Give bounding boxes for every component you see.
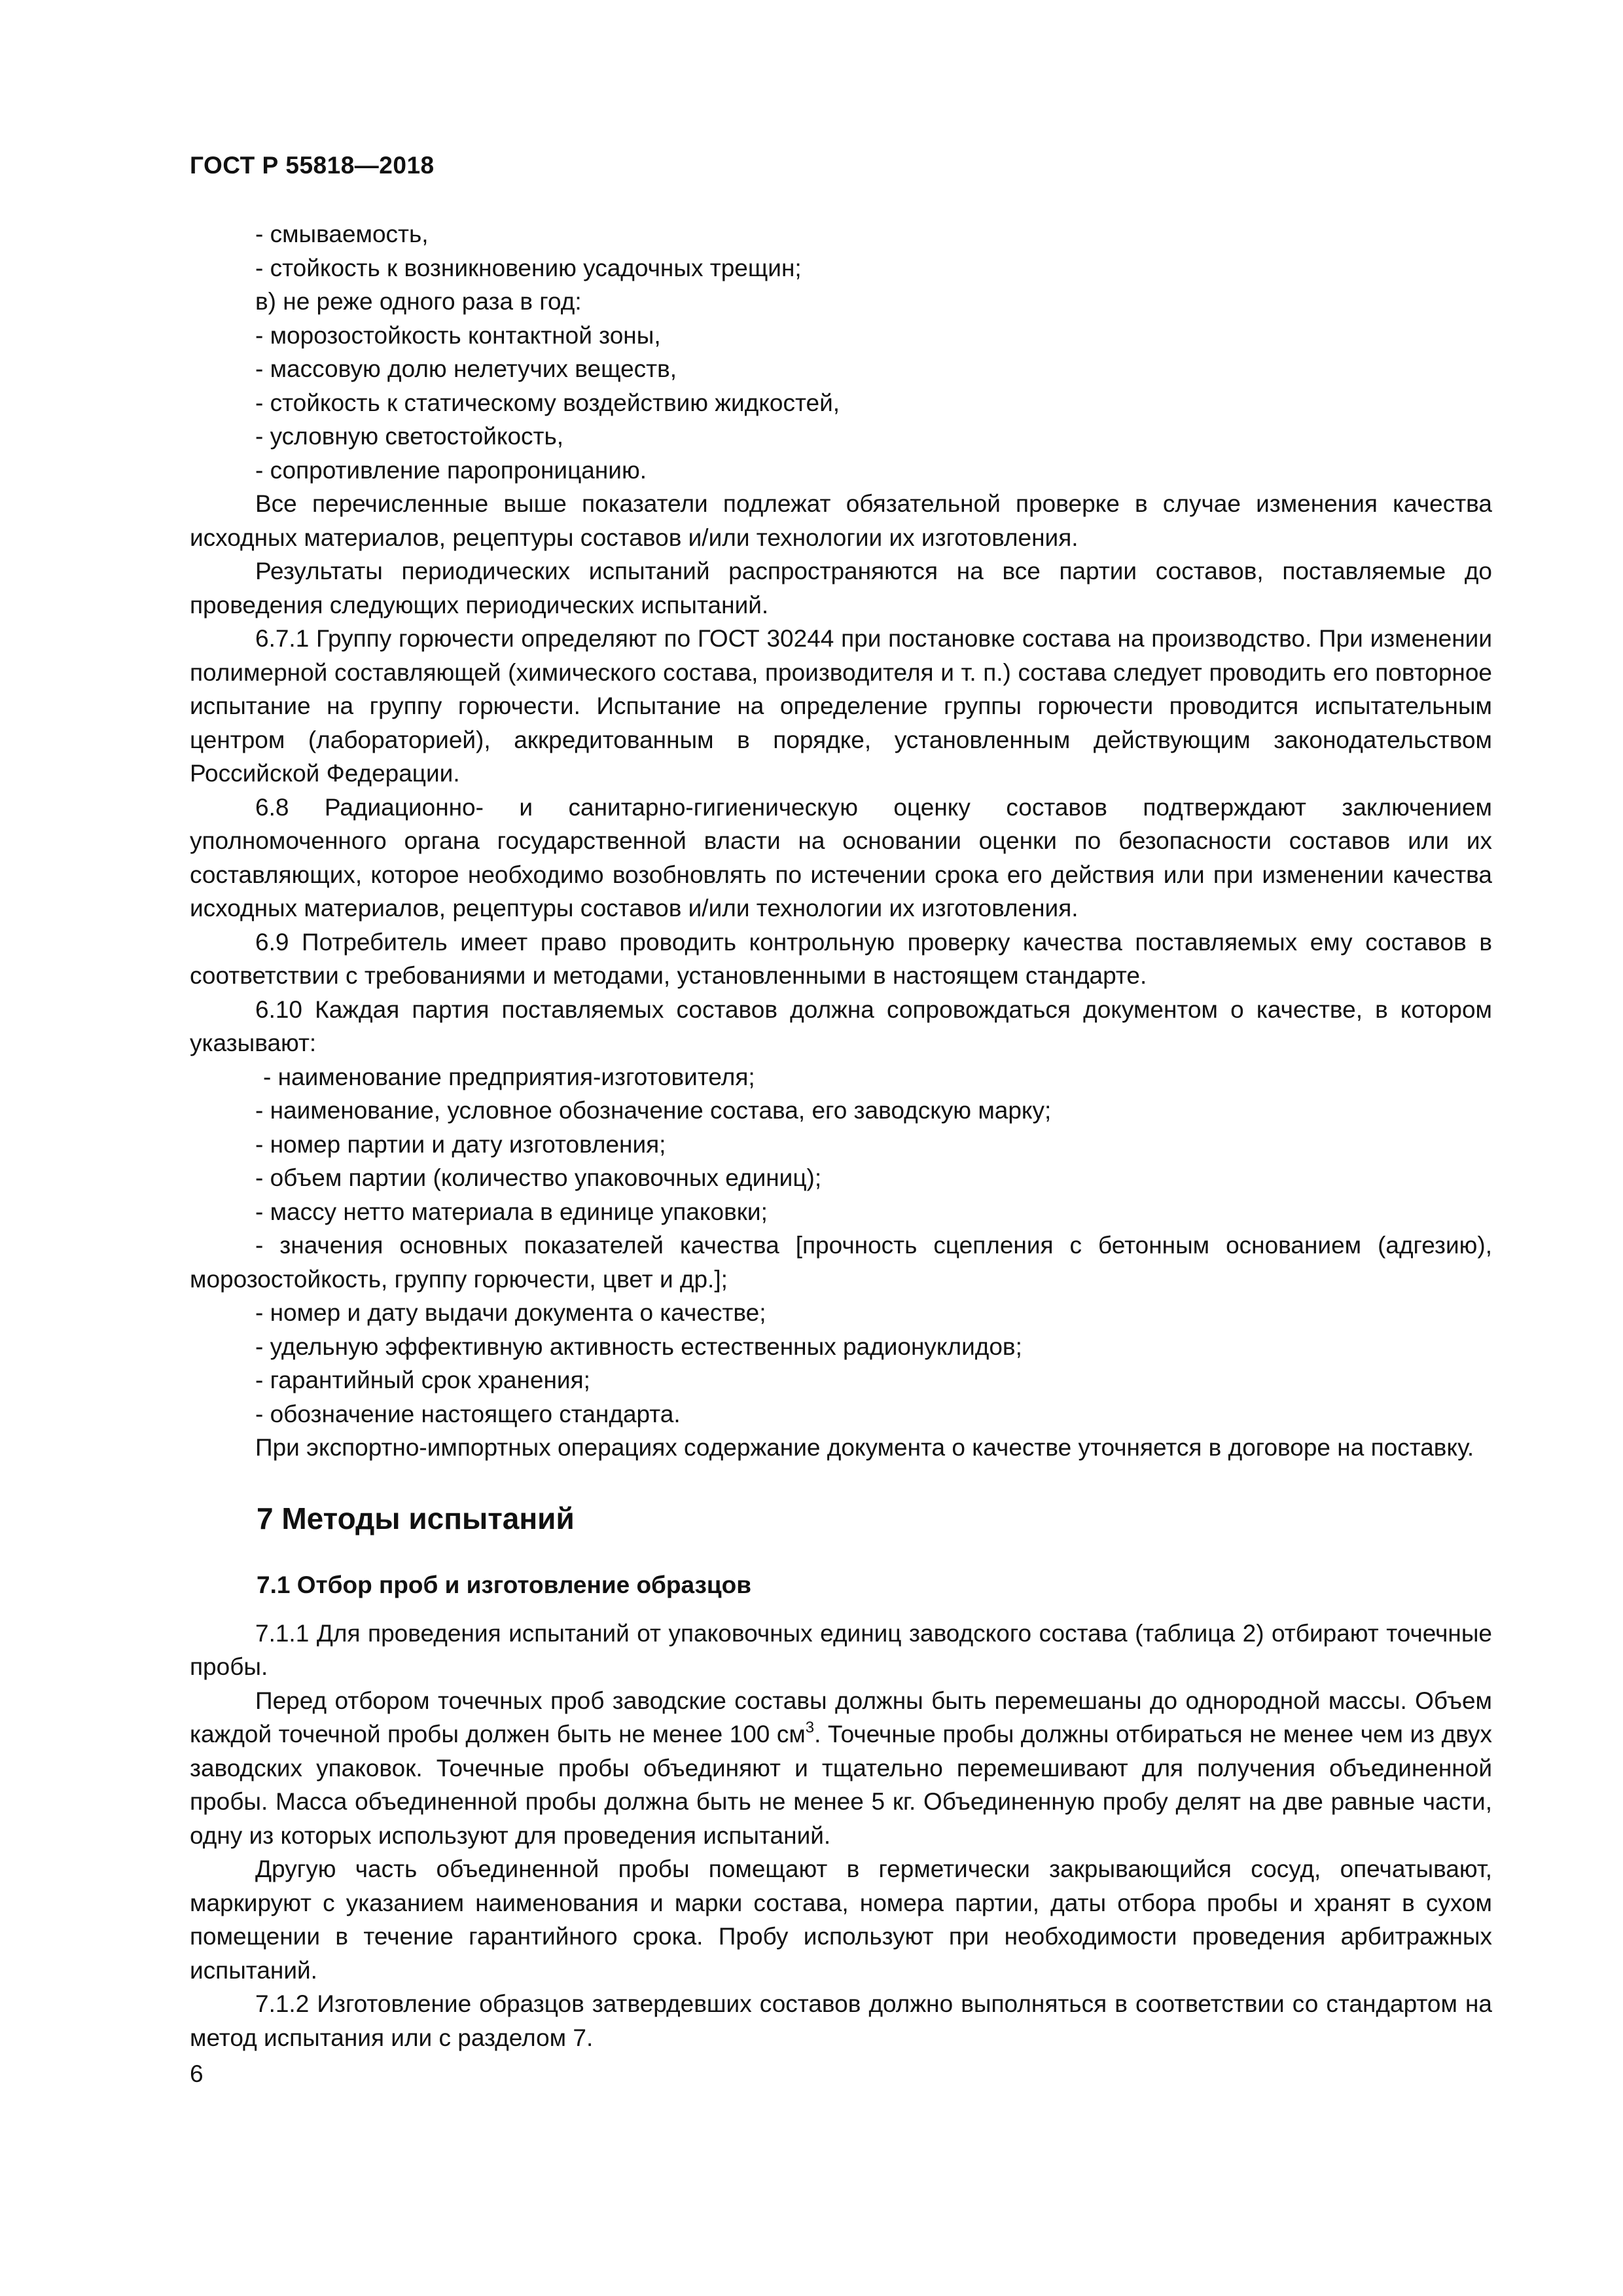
section-heading: 7 Методы испытаний — [257, 1501, 575, 1535]
subsection-heading: 7.1 Отбор проб и изготовление образцов — [257, 1571, 752, 1598]
document-code: ГОСТ Р 55818—2018 — [190, 152, 435, 179]
list-item: - массовую долю нелетучих веществ, — [255, 355, 677, 382]
list-item: - номер партии и дату изготовления; — [255, 1130, 666, 1158]
list-item: - стойкость к возникновению усадочных трещин; — [255, 254, 802, 281]
paragraph — [190, 1684, 1492, 1853]
list-item: в) не реже одного раза в год: — [255, 288, 582, 315]
paragraph: При экспортно-импортных операциях содержание документа о качестве уточняется в договоре на поставку. — [255, 1434, 1474, 1461]
list-item: - условную светостойкость, — [255, 423, 564, 450]
list-item: - наименование, условное обозначение состава, его заводскую марку; — [255, 1097, 1052, 1124]
paragraph: 6.7.1 Группу горючести определяют по ГОСТ 30244 при постановке состава на производство. При изменении полимерной составляющей (химического состава, производителя и т. п.) состава следует проводить его повторное испытание на группу горючести. Испытание на определение группы горючести проводится испытательным центром (лабораторией), аккредитованным в порядке, установленным действующим законодательством Российской Федерации. — [190, 625, 1492, 787]
superscript: 3 — [805, 1719, 815, 1736]
list-item: - массу нетто материала в единице упаковки; — [255, 1198, 768, 1225]
list-item: - гарантийный срок хранения; — [255, 1367, 590, 1393]
paragraph: Все перечисленные выше показатели подлежат обязательной проверке в случае изменения качества исходных материалов, рецептуры составов и/или технологии их изготовления. — [190, 490, 1492, 551]
list-item: - смываемость, — [255, 221, 429, 247]
paragraph-text: Перед отбором точечных проб заводские составы должны быть перемешаны до однородной массы. Объем каждой точечной пробы должен быть не менее 100 см — [190, 1687, 1492, 1748]
paragraph: 7.1.2 Изготовление образцов затвердевших составов должно выполняться в соответствии со стандартом на метод испытания или с разделом 7. — [190, 1990, 1492, 2051]
list-item: - значения основных показателей качества [прочность сцепления с бетонным основанием (адгезию), морозостойкость, группу горючести, цвет и др.]; — [190, 1232, 1492, 1293]
paragraph-text: . Точечные пробы должны отбираться не менее чем из двух заводских упаковок. Точечные пробы объединяют и тщательно перемешивают для получения объединенной пробы. Масса объединенной пробы должна быть не менее 5 кг. Объединенную пробу делят на две равные части, одну из которых используют для проведения испытаний. — [190, 1721, 1492, 1849]
list-item: - сопротивление паропроницанию. — [255, 456, 647, 484]
page-number: 6 — [190, 2060, 204, 2087]
paragraph: 7.1.1 Для проведения испытаний от упаковочных единиц заводского состава (таблица 2) отбирают точечные пробы. — [190, 1619, 1492, 1680]
paragraph: 6.9 Потребитель имеет право проводить контрольную проверку качества поставляемых ему составов в соответствии с требованиями и методами, установленными в настоящем стандарте. — [190, 928, 1492, 989]
list-item: - морозостойкость контактной зоны, — [255, 321, 661, 349]
list-item: - объем партии (количество упаковочных единиц); — [255, 1164, 822, 1191]
paragraph: 6.8 Радиационно- и санитарно-гигиеническую оценку составов подтверждают заключением уполномоченного органа государственной власти на основании оценки по безопасности составов или их составляющих, которое необходимо возобновлять по истечении срока его действия или при изменении качества исходных материалов, рецептуры составов и/или технологии их изготовления. — [190, 793, 1492, 922]
paragraph: 6.10 Каждая партия поставляемых составов должна сопровождаться документом о качестве, в котором указывают: — [190, 996, 1492, 1056]
document-body — [190, 217, 1492, 2054]
paragraph: Результаты периодических испытаний распространяются на все партии составов, поставляемые до проведения следующих периодических испытаний. — [190, 558, 1492, 619]
list-item: - наименование предприятия-изготовителя; — [263, 1063, 755, 1090]
paragraph: Другую часть объединенной пробы помещают в герметически закрывающийся сосуд, опечатывают, маркируют с указанием наименования и марки состава, номера партии, даты отбора пробы и хранят в сухом помещении в течение гарантийного срока. Пробу используют при необходимости проведения арбитражных испытаний. — [190, 1856, 1492, 1984]
list-item: - номер и дату выдачи документа о качестве; — [255, 1299, 766, 1326]
list-item: - обозначение настоящего стандарта. — [255, 1400, 681, 1427]
list-item: - стойкость к статическому воздействию жидкостей, — [255, 389, 840, 416]
list-item: - удельную эффективную активность естественных радионуклидов; — [255, 1333, 1022, 1360]
